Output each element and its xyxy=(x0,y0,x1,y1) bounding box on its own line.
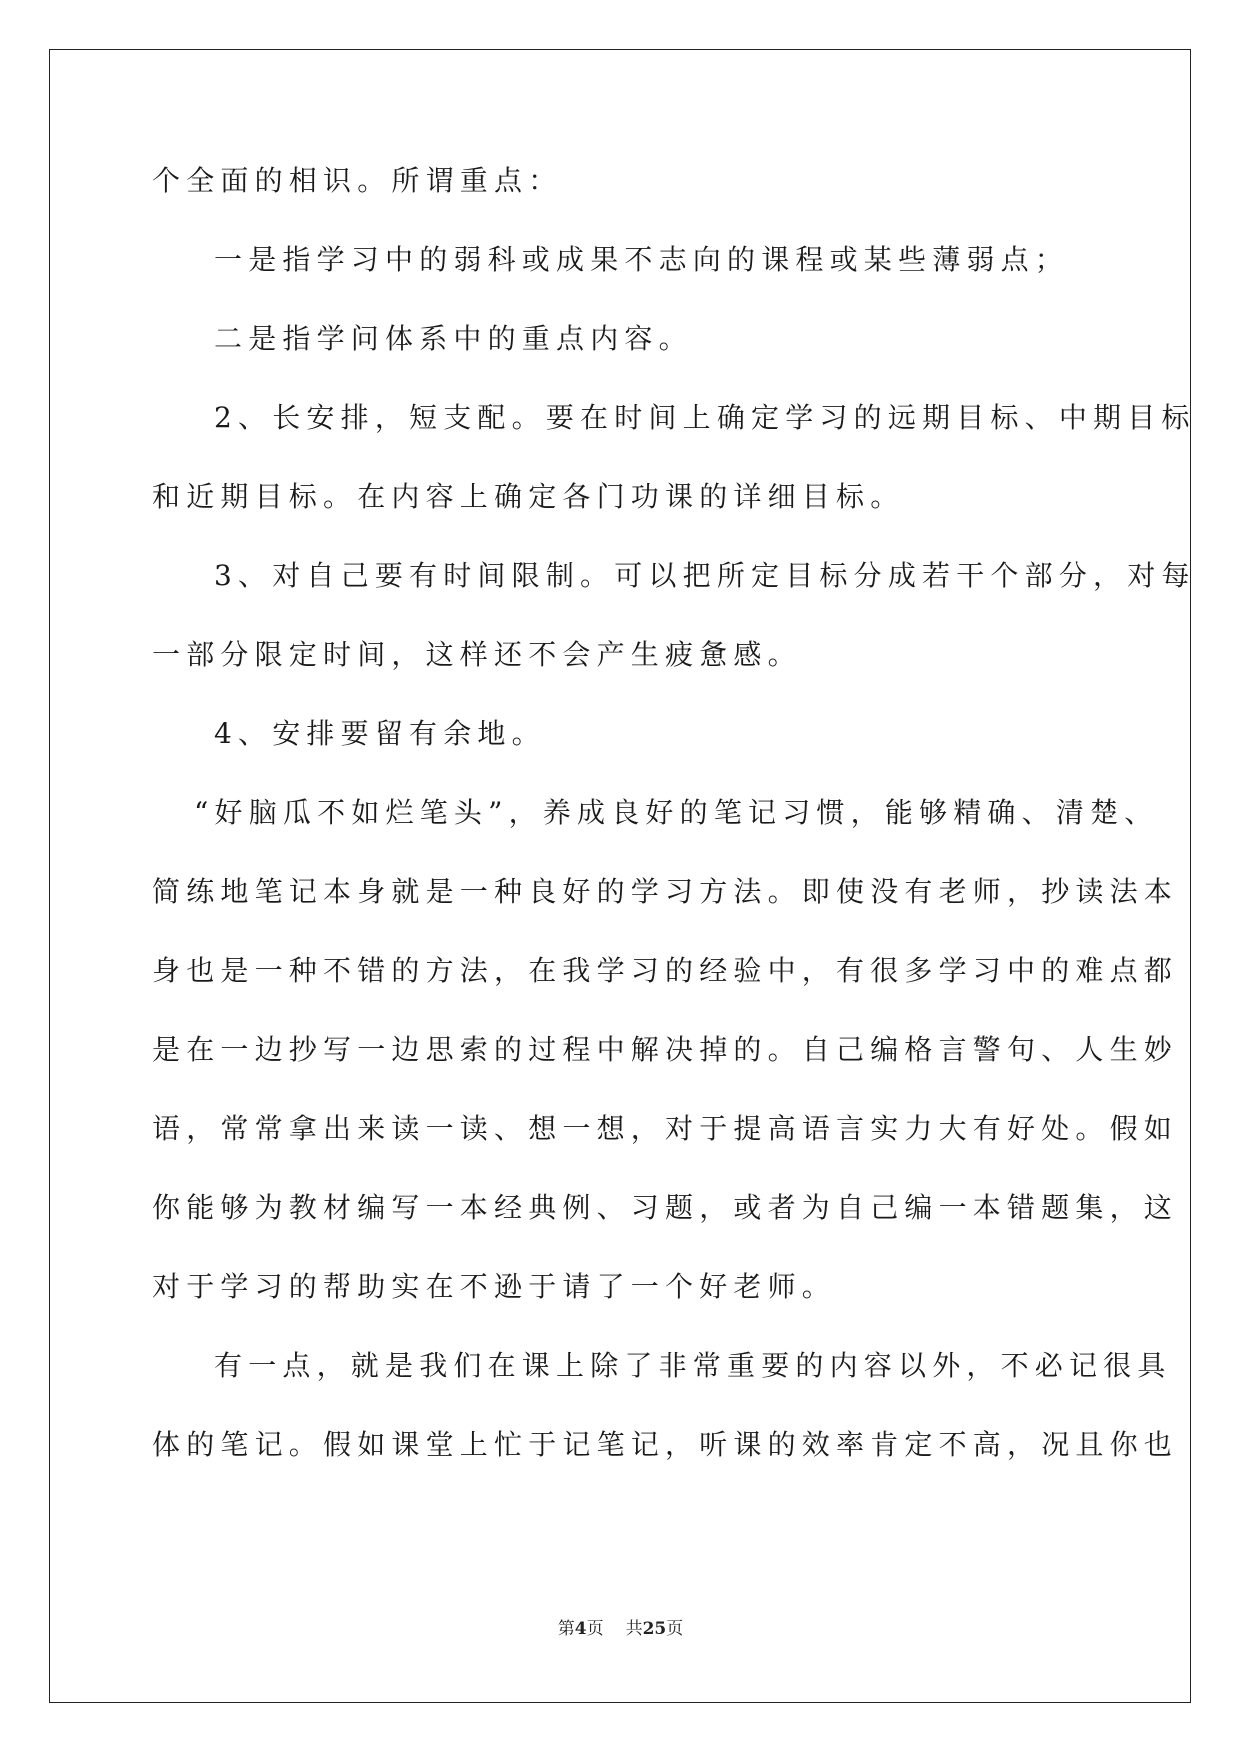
page-suffix: 页 xyxy=(586,1619,604,1639)
text-line: 身也是一种不错的方法，在我学习的经验中，有很多学习中的难点都 xyxy=(152,954,1179,987)
text-line: 体的笔记。假如课堂上忙于记笔记，听课的效率肯定不高，况且你也 xyxy=(152,1428,1179,1461)
text-line: 4、安排要留有余地。 xyxy=(214,717,546,750)
text-line: 一部分限定时间，这样还不会产生疲惫感。 xyxy=(152,638,802,671)
text-line: 是在一边抄写一边思索的过程中解决掉的。自己编格言警句、人生妙 xyxy=(152,1033,1179,1066)
text-line: “好脑瓜不如烂笔头”，养成良好的笔记习惯，能够精确、清楚、 xyxy=(194,796,1159,829)
text-line: 二是指学问体系中的重点内容。 xyxy=(214,322,693,355)
text-line: 个全面的相识。所谓重点： xyxy=(152,164,563,197)
text-line: 3、对自己要有时间限制。可以把所定目标分成若干个部分，对每 xyxy=(214,559,1196,592)
total-suffix: 页 xyxy=(666,1619,684,1639)
text-line: 一是指学习中的弱科或成果不志向的课程或某些薄弱点； xyxy=(214,243,1070,276)
text-line: 简练地笔记本身就是一种良好的学习方法。即使没有老师，抄读法本 xyxy=(152,875,1179,908)
page-prefix: 第 xyxy=(557,1619,575,1639)
text-line: 和近期目标。在内容上确定各门功课的详细目标。 xyxy=(152,480,905,513)
page-footer xyxy=(0,1614,1241,1639)
text-line: 2、长安排，短支配。要在时间上确定学习的远期目标、中期目标 xyxy=(214,401,1196,434)
text-line: 有一点，就是我们在课上除了非常重要的内容以外，不必记很具 xyxy=(214,1349,1172,1382)
total-prefix: 共 xyxy=(625,1619,643,1639)
text-line: 对于学习的帮助实在不逊于请了一个好老师。 xyxy=(152,1270,837,1303)
page-current: 4 xyxy=(574,1619,587,1639)
document-body xyxy=(152,164,1196,1507)
page-total: 25 xyxy=(642,1619,667,1639)
text-line: 语，常常拿出来读一读、想一想，对于提高语言实力大有好处。假如 xyxy=(152,1112,1179,1145)
text-line: 你能够为教材编写一本经典例、习题，或者为自己编一本错题集，这 xyxy=(152,1191,1179,1224)
